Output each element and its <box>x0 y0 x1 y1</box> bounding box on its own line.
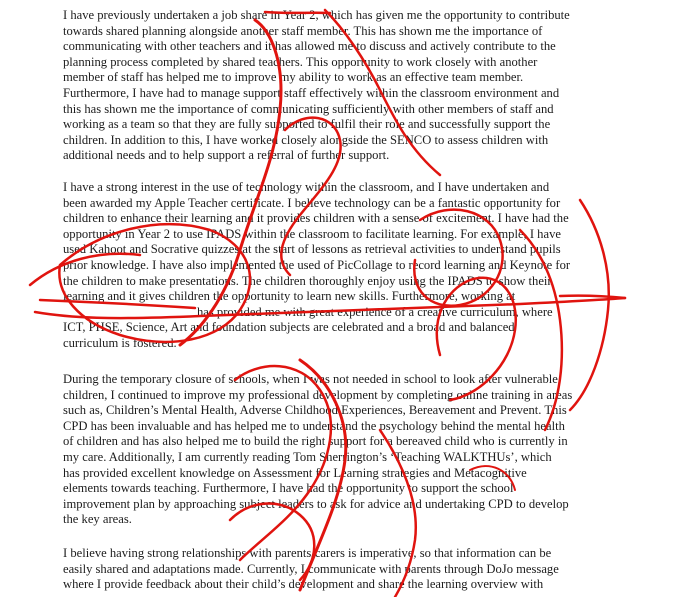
redaction-stroke <box>560 296 625 298</box>
text-line: such as, Children’s Mental Health, Adverse Childhood Experiences, Bereavement and Prevent. This <box>63 403 567 418</box>
text-line: children. In addition to this, I have worked closely alongside the SENCO to assess children with <box>63 132 549 147</box>
text-line: working as a team so that they are fully supported to fulfil their role and successfully support the <box>63 117 551 132</box>
text-line: additional needs and to help support a referral of further support. <box>63 148 390 163</box>
text-line: has provided me with great experience of a creative curriculum, where <box>197 304 553 319</box>
text-line: I have previously undertaken a job share in Year 2, which has given me the opportunity to contribute <box>63 8 570 22</box>
text-line: used Kahoot and Socrative quizzes at the start of lessons as retrieval activities to understand pupils <box>63 242 561 257</box>
text-line: prior knowledge. I have also implemented the used of PicCollage to record learning and Keynote for <box>63 258 571 272</box>
scribble-stroke <box>570 200 609 410</box>
text-line: improvement plan by approaching subject leaders to ask for advice and undertaking CPD to develop <box>63 496 569 511</box>
text-line: During the temporary closure of schools, when I was not needed in school to look after vulnerable <box>63 372 558 386</box>
text-line: this has shown me the importance of communicating sufficiently with other members of staff and <box>63 101 554 116</box>
text-line: of children and has also helped me to build the right support for a bereaved child who is currently in <box>63 434 568 449</box>
text-line: planning process completed by shared teachers. This opportunity to work closely with another <box>63 54 538 69</box>
text-line: I believe having strong relationships with parents/carers is imperative, so that information can be <box>63 546 552 560</box>
text-line: opportunity in Year 2 to use IPADS within the classroom to facilitate learning. For example, I have <box>63 226 561 241</box>
text-line: easily shared and adaptations made. Currently, I communicate with parents through DoJo message <box>63 561 559 576</box>
text-line: the key areas. <box>63 512 132 527</box>
text-line: elements towards teaching. Furthermore, I have had the opportunity to support the school <box>63 481 514 496</box>
text-line: my care. Additionally, I am currently reading Tom Sherrington’s ‘Teaching WALKTHUs’, which <box>63 450 552 464</box>
text-line: CPD has been invaluable and has helped me to understand the psychology behind the mental health <box>63 418 565 433</box>
text-line: towards shared planning alongside another staff member. This has shown me the importance of <box>63 23 543 38</box>
text-line: I have a strong interest in the use of technology within the classroom, and I have undertaken and <box>63 180 550 194</box>
text-line: ICT, PHSE, Science, Art and foundation subjects are celebrated and a broad and balanced <box>63 320 515 335</box>
text-line: children to enhance their learning and it provides children with a sense of excitement. I have had the <box>63 211 569 226</box>
text-line: the children to make presentations. The children thoroughly enjoy using the IPADS to show their <box>63 273 552 288</box>
text-line: Furthermore, I have had to manage support staff effectively within the classroom environment and <box>63 86 560 100</box>
text-line: curriculum is fostered. <box>63 336 177 350</box>
text-line: member of staff has helped me to improve my ability to work as an effective team member. <box>63 70 524 85</box>
text-line: been awarded my Apple Teacher certificate. I believe technology can be a fantastic opportunity for <box>63 195 561 210</box>
text-line: children, I continued to improve my professional development by completing online training in areas <box>63 387 573 402</box>
text-line: communicating with other teachers and it has allowed me to discuss and actively contribute to the <box>63 39 556 54</box>
text-line: has provided excellent knowledge on Assessment for Learning strategies and Metacognitive <box>63 465 527 480</box>
text-line: learning and it gives children the opportunity to learn new skills. Furthermore, working at <box>63 289 516 304</box>
text-line: where I provide feedback about their child’s development and share the learning overview with <box>63 577 544 592</box>
